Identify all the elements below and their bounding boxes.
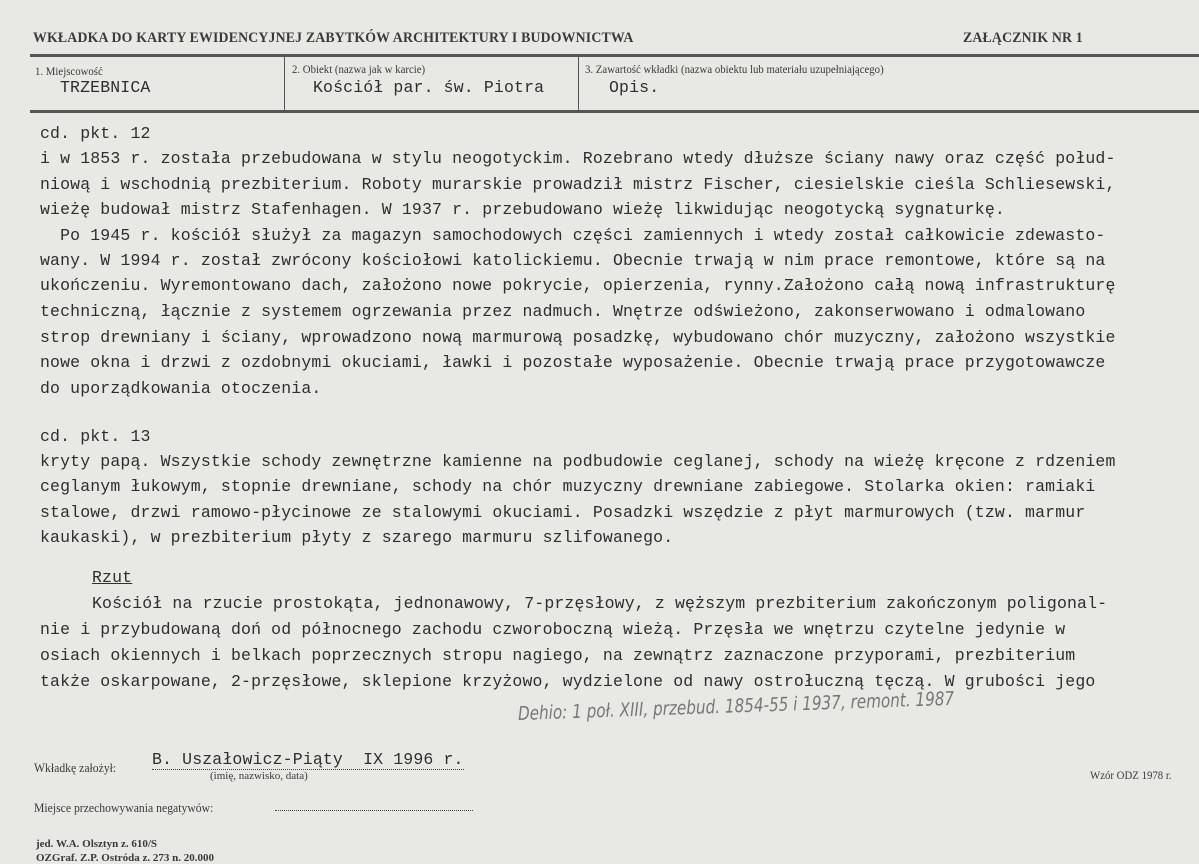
- negatives-label: Miejsce przechowywania negatywów:: [34, 800, 214, 815]
- field-value-contents: Opis.: [609, 78, 660, 97]
- section-heading: cd. pkt. 12: [40, 124, 151, 143]
- subheading-rzut: Rzut: [92, 568, 133, 587]
- text-line: ukończeniu. Wyremontowano dach, założono nowe pokrycie, opierzenia, rynny.Założono całą nową infrastrukturę: [40, 276, 1116, 295]
- text-line: osiach okiennych i belkach poprzecznych stropu nagiego, na zewnątrz zaznaczone przyporami, prezbiterium: [40, 646, 1076, 665]
- field-value-object: Kościół par. św. Piotra: [313, 78, 545, 97]
- field-label-locality: 1. Miejscowość: [35, 64, 103, 78]
- print-info: OZGraf. Z.P. Ostróda z. 273 n. 20.000: [36, 852, 215, 864]
- text-line: wany. W 1994 r. został zwrócony kościołowi katolickiemu. Obecnie trwają w nim prace remontowe, które są na: [40, 251, 1106, 270]
- text-line: kryty papą. Wszystkie schody zewnętrzne kamienne na podbudowie ceglanej, schody na wieżę kręcone z rdzeniem: [40, 452, 1116, 471]
- founder-value: B. Uszałowicz-Piąty IX 1996 r.: [152, 750, 464, 769]
- text-line: do uporządkowania otoczenia.: [40, 379, 322, 398]
- field-value-locality: TRZEBNICA: [60, 78, 151, 97]
- text-line: nie i przybudowaną doń od północnego zachodu czworoboczną wieżą. Przęsła we wnętrzu czytelne jedynie w: [40, 620, 1066, 639]
- text-line: techniczną, łącznie z systemem ogrzewania przez nadmuch. Wnętrze odświeżono, zakonserwowano i odmalowano: [40, 302, 1086, 321]
- text-line: kaukaski), w prezbiterium płyty z szarego marmuru szlifowanego.: [40, 528, 674, 547]
- field-label-object: 2. Obiekt (nazwa jak w karcie): [292, 62, 426, 76]
- negatives-field: [275, 810, 473, 811]
- form-title: WKŁADKA DO KARTY EWIDENCYJNEJ ZABYTKÓW ARCHITEKTURY I BUDOWNICTWA: [33, 30, 634, 46]
- text-line: Kościół na rzucie prostokąta, jednonawowy, 7-przęsłowy, z węższym prezbiterium zakończonym poligonal-: [92, 594, 1108, 613]
- annex-number: ZAŁĄCZNIK NR 1: [963, 30, 1083, 46]
- section-heading: cd. pkt. 13: [40, 427, 151, 446]
- print-info: jed. W.A. Olsztyn z. 610/S: [36, 838, 158, 850]
- text-line: wieżę budował mistrz Stafenhagen. W 1937 r. przebudowano wieżę likwidując neogotycką sygnaturkę.: [40, 200, 1005, 219]
- text-line: ceglanym łukowym, stopnie drewniane, schody na chór muzyczny drewniane zabiegowe. Stolarka okien: ramiaki: [40, 477, 1096, 496]
- handwritten-note: Dehio: 1 poł. XIII, przebud. 1854-55 i 1937, remont. 1987: [517, 687, 955, 725]
- divider: [30, 54, 1199, 57]
- text-line: nowe okna i drzwi z ozdobnymi okuciami, ławki i pozostałe wyposażenie. Obecnie trwają prace przygotowawcze: [40, 353, 1106, 372]
- text-line: niową i wschodnią prezbiterium. Roboty murarskie prowadził mistrz Fischer, ciesielskie cieśla Schliesewski,: [40, 175, 1116, 194]
- founder-label: Wkładkę założył:: [34, 760, 117, 775]
- text-line: Po 1945 r. kościół służył za magazyn samochodowych części zamiennych i wtedy został całkowicie zdewasto-: [40, 226, 1106, 245]
- divider: [284, 57, 285, 110]
- divider: [30, 110, 1199, 113]
- form-pattern: Wzór ODZ 1978 r.: [1090, 768, 1172, 782]
- text-line: i w 1853 r. została przebudowana w stylu neogotyckim. Rozebrano wtedy dłuższe ściany nawy oraz część połud-: [40, 149, 1116, 168]
- text-line: strop drewniany i ściany, wprowadzono nową marmurową posadzkę, wybudowano chór muzyczny, założono wszystkie: [40, 328, 1116, 347]
- text-line: stalowe, drzwi ramowo-płycinowe ze stalowymi okuciami. Posadzki wszędzie z płyt marmurowych (tzw. marmur: [40, 503, 1086, 522]
- divider: [578, 57, 579, 110]
- text-line: także oskarpowane, 2-przęsłowe, sklepione krzyżowo, wydzielone od nawy ostrołuczną tęczą. W grubości jego: [40, 672, 1096, 691]
- field-label-contents: 3. Zawartość wkładki (nazwa obiektu lub materiału uzupełniającego): [585, 62, 884, 76]
- founder-hint: (imię, nazwisko, data): [210, 770, 308, 782]
